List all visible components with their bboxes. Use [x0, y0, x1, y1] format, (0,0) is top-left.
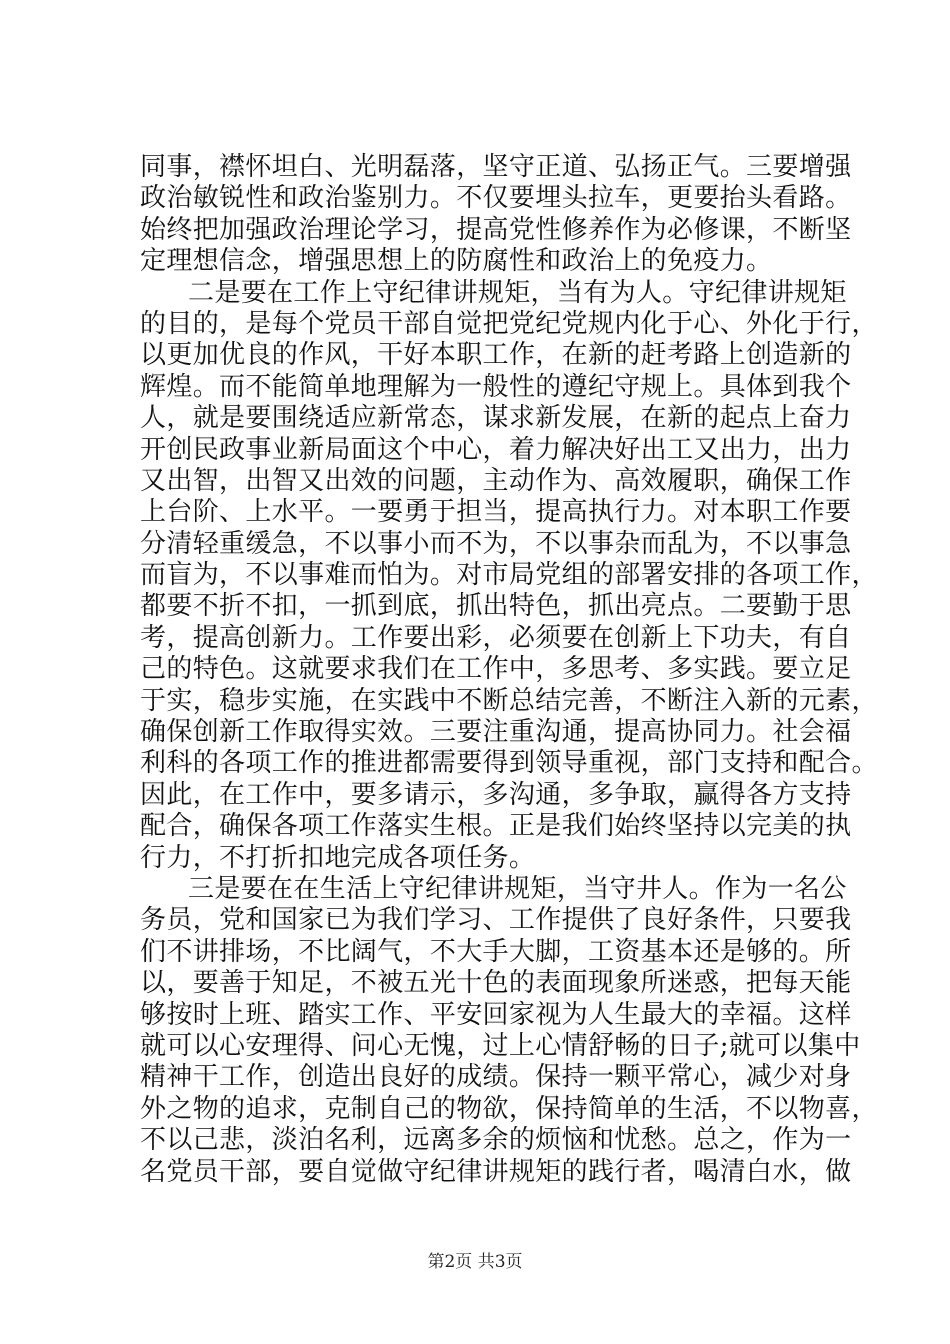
text-line: 政治敏锐性和政治鉴别力。不仅要埋头拉车，更要抬头看路。 [140, 183, 852, 214]
text-line: 以更加优良的作风，干好本职工作，在新的赶考路上创造新的 [140, 340, 852, 371]
document-body [140, 152, 878, 1188]
text-line: 定理想信念，增强思想上的防腐性和政治上的免疫力。 [140, 246, 773, 277]
text-line: 都要不折不扣，一抓到底，抓出特色，抓出亮点。二要勤于思 [140, 591, 852, 622]
text-line: 于实，稳步实施，在实践中不断总结完善，不断注入新的元素， [140, 685, 878, 716]
text-line: 因此，在工作中，要多请示，多沟通，多争取，赢得各方支持 [140, 779, 852, 810]
text-line: 精神干工作，创造出良好的成绩。保持一颗平常心，减少对身 [140, 1062, 852, 1093]
text-line: 们不讲排场，不比阔气，不大手大脚，工资基本还是够的。所 [140, 936, 852, 967]
text-line: 务员，党和国家已为我们学习、工作提供了良好条件，只要我 [140, 905, 852, 936]
text-line: 确保创新工作取得实效。三要注重沟通，提高协同力。社会福 [140, 717, 852, 748]
paragraph-start-line: 三是要在在生活上守纪律讲规矩，当守井人。作为一名公 [188, 873, 847, 904]
text-line: 上台阶、上水平。一要勇于担当，提高执行力。对本职工作要 [140, 497, 852, 528]
text-line: 己的特色。这就要求我们在工作中，多思考、多实践。要立足 [140, 654, 852, 685]
text-line: 配合，确保各项工作落实生根。正是我们始终坚持以完美的执 [140, 811, 852, 842]
text-line: 又出智，出智又出效的问题，主动作为、高效履职，确保工作 [140, 465, 852, 496]
text-line: 不以己悲，淡泊名利，远离多余的烦恼和忧愁。总之，作为一 [140, 1125, 852, 1156]
text-line: 名党员干部，要自觉做守纪律讲规矩的践行者，喝清白水，做 [140, 1156, 852, 1187]
text-line: 考，提高创新力。工作要出彩，必须要在创新上下功夫，有自 [140, 622, 852, 653]
text-line: 分清轻重缓急，不以事小而不为，不以事杂而乱为，不以事急 [140, 528, 852, 559]
text-line: 够按时上班、踏实工作、平安回家视为人生最大的幸福。这样 [140, 999, 852, 1030]
paragraph-start-line: 二是要在工作上守纪律讲规矩，当有为人。守纪律讲规矩 [188, 277, 847, 308]
text-line: 以，要善于知足，不被五光十色的表面现象所迷惑，把每天能 [140, 968, 852, 999]
page-footer: 第2页 共3页 [427, 1252, 523, 1272]
text-line: 就可以心安理得、问心无愧，过上心情舒畅的日子;就可以集中 [140, 1030, 861, 1061]
text-line: 外之物的追求，克制自己的物欲，保持简单的生活，不以物喜， [140, 1093, 878, 1124]
text-line: 辉煌。而不能简单地理解为一般性的遵纪守规上。具体到我个 [140, 371, 852, 402]
text-line: 始终把加强政治理论学习，提高党性修养作为必修课，不断坚 [140, 214, 852, 245]
text-line: 开创民政事业新局面这个中心，着力解决好出工又出力，出力 [140, 434, 852, 465]
text-line: 而盲为，不以事难而怕为。对市局党组的部署安排的各项工作， [140, 560, 878, 591]
text-line: 行力，不打折扣地完成各项任务。 [140, 842, 536, 873]
text-line: 同事，襟怀坦白、光明磊落，坚守正道、弘扬正气。三要增强 [140, 152, 852, 182]
text-line: 利科的各项工作的推进都需要得到领导重视，部门支持和配合。 [140, 748, 878, 779]
text-line: 的目的，是每个党员干部自觉把党纪党规内化于心、外化于行， [140, 308, 878, 339]
text-line: 人，就是要围绕适应新常态，谋求新发展，在新的起点上奋力 [140, 403, 852, 434]
